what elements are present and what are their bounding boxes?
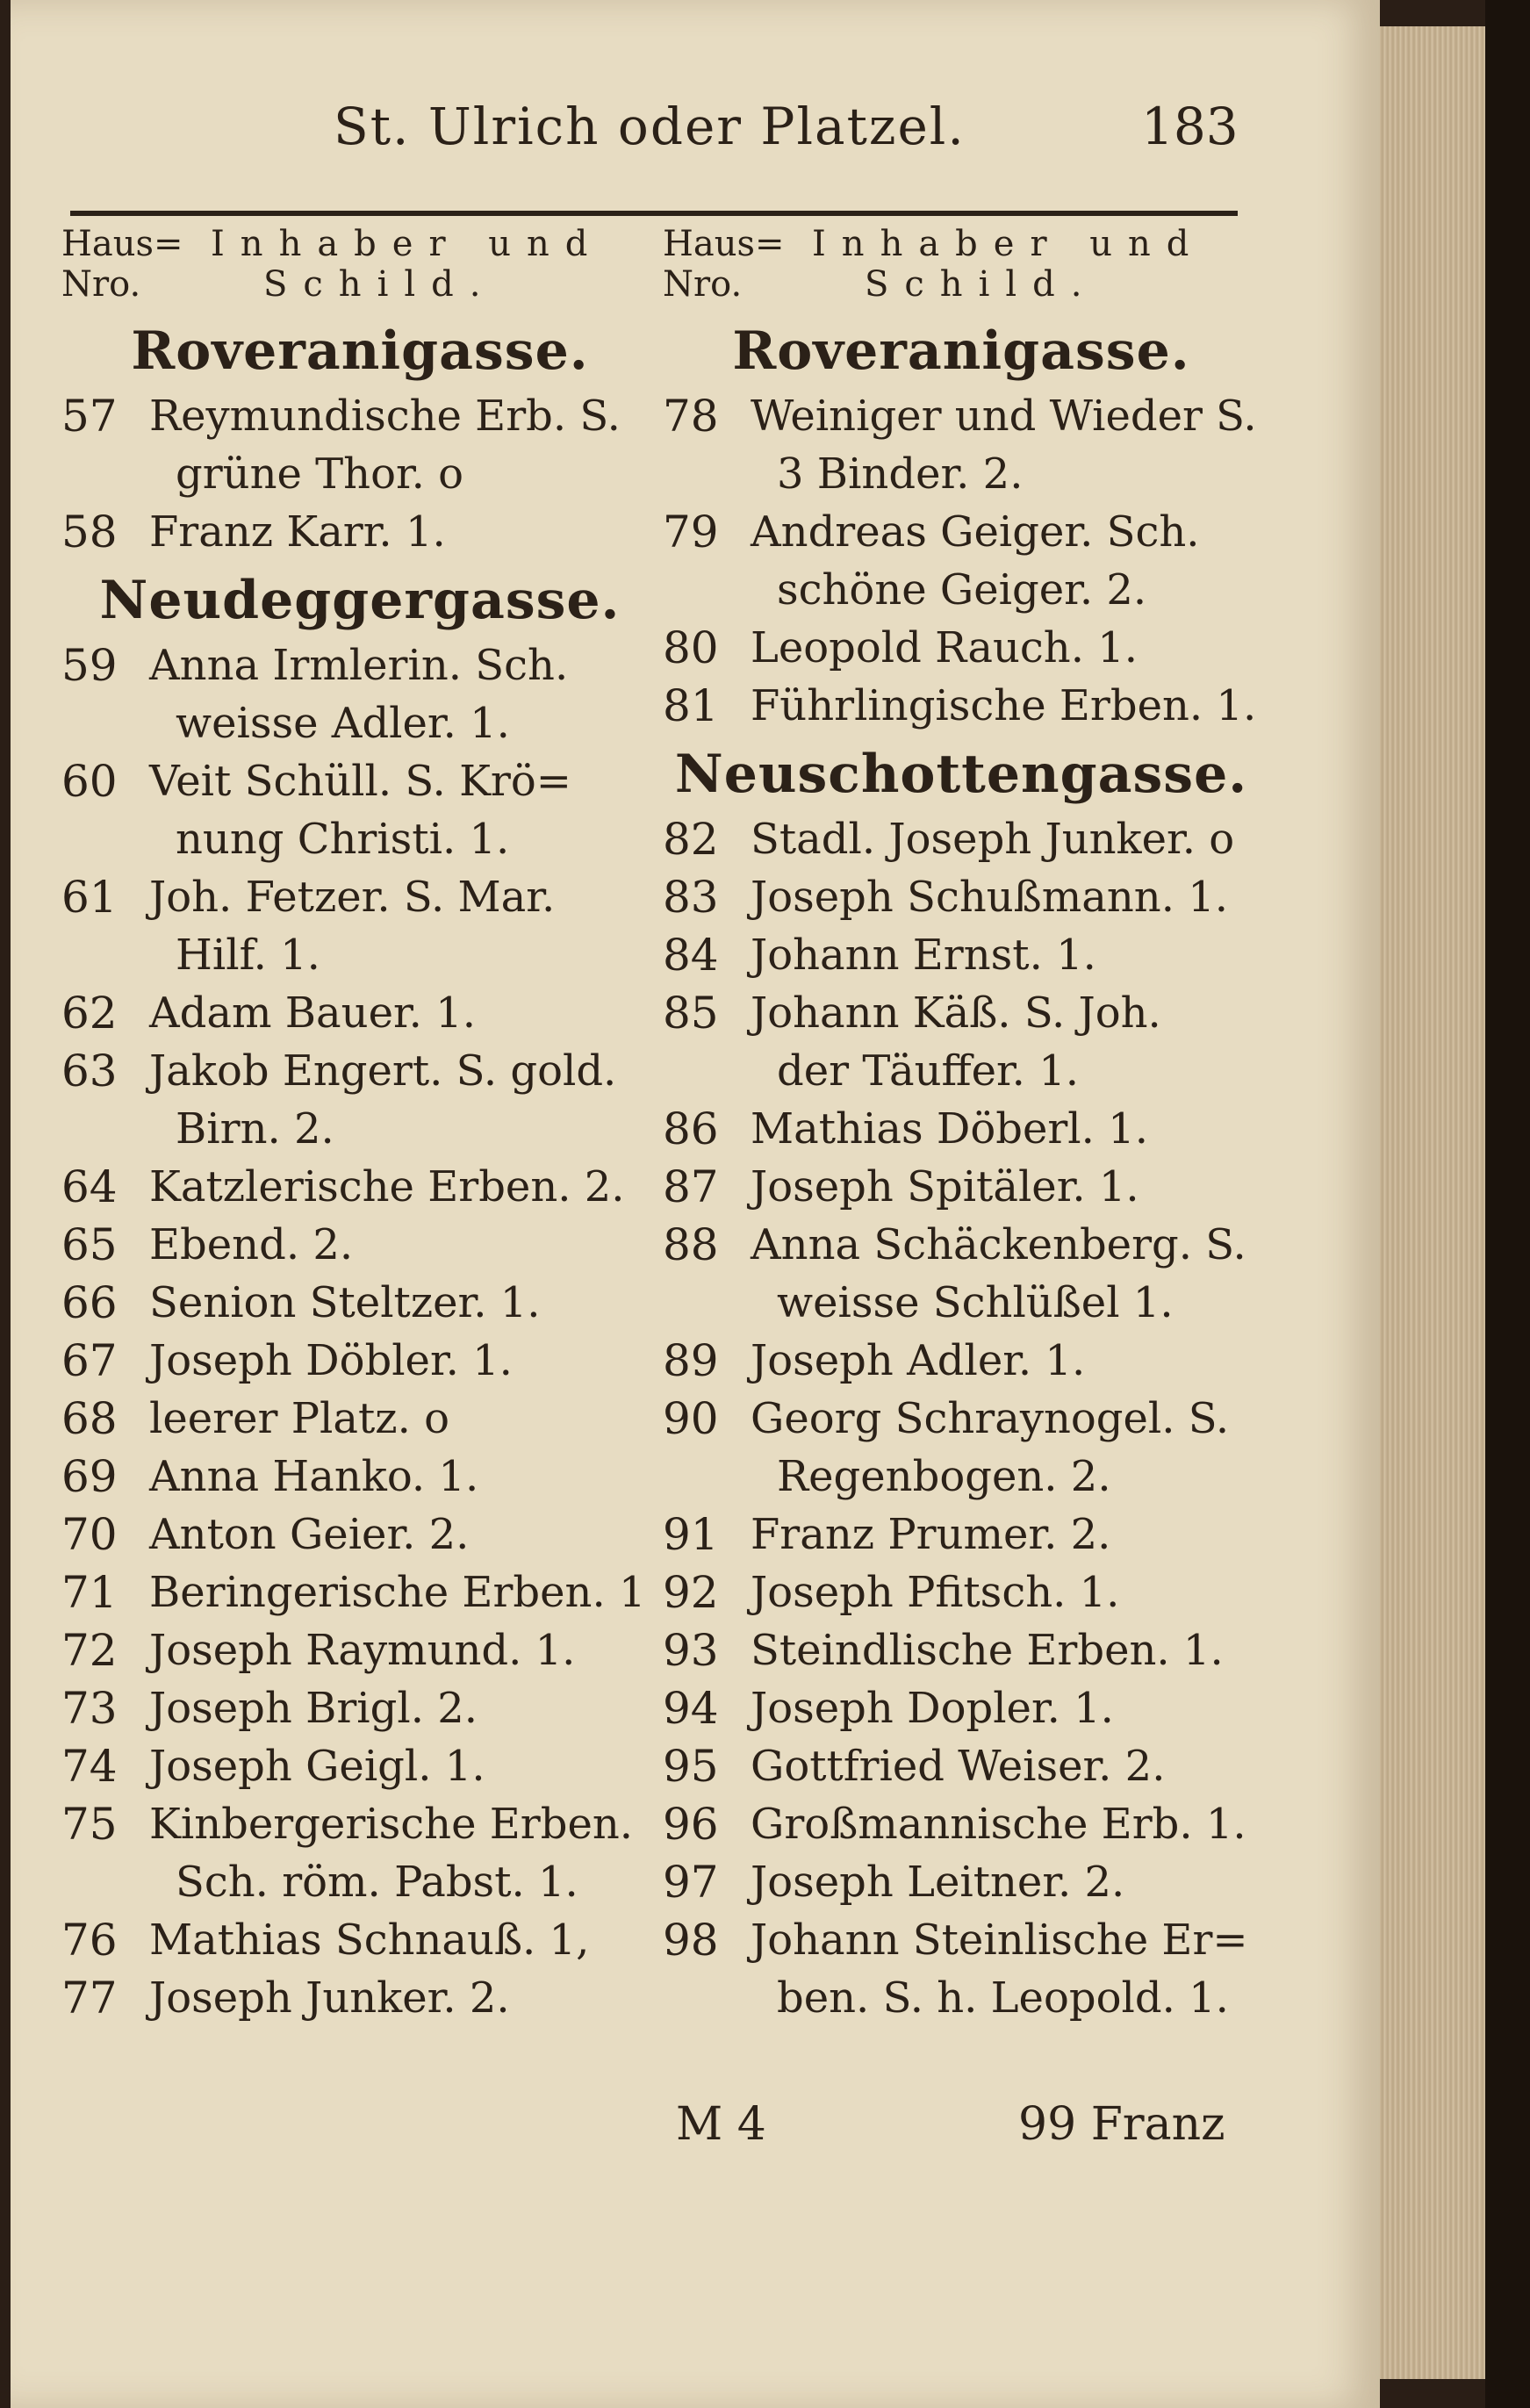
schild-label: Schild. <box>865 264 1098 305</box>
owner-text <box>149 1506 658 1563</box>
owner-line: Joseph Pfitsch. 1. <box>751 1568 1120 1617</box>
owner-text <box>149 1911 658 1969</box>
owner-line: Beringerische Erben. 1 <box>149 1568 646 1617</box>
column-header <box>663 224 1260 312</box>
house-number: 82 <box>663 814 719 865</box>
signature-mark: M 4 <box>676 2098 766 2151</box>
house-entry <box>663 1621 1260 1679</box>
owner-text <box>149 503 658 561</box>
house-number: 86 <box>663 1103 719 1154</box>
house-number: 93 <box>663 1625 719 1676</box>
house-number: 73 <box>61 1683 118 1734</box>
left-column <box>61 224 658 2027</box>
owner-sign-line: nung Christi. 1. <box>176 815 510 864</box>
house-number: 63 <box>61 1046 118 1096</box>
owner-text <box>751 1506 1260 1563</box>
house-number: 57 <box>61 391 118 442</box>
owner-line: Weiniger und Wieder S. <box>751 392 1257 441</box>
owner-sign-line: Sch. röm. Pabst. 1. <box>176 1858 578 1907</box>
house-entry <box>61 387 658 503</box>
owner-line: Johann Käß. S. Joh. <box>751 988 1161 1038</box>
owner-text <box>751 1621 1260 1679</box>
owner-line: Franz Prumer. 2. <box>751 1510 1111 1559</box>
owner-text <box>751 1332 1260 1390</box>
house-number: 81 <box>663 680 719 731</box>
column-header <box>61 224 658 312</box>
house-number: 83 <box>663 872 719 923</box>
house-entry <box>61 1158 658 1216</box>
owner-text <box>149 1158 658 1216</box>
house-entry <box>61 1969 658 2027</box>
house-number: 71 <box>61 1567 118 1618</box>
owner-text <box>149 1042 658 1158</box>
owner-text <box>149 1563 658 1621</box>
header-rule <box>70 211 1238 216</box>
book-spine <box>1485 0 1530 2408</box>
owner-line: Joseph Schußmann. 1. <box>751 873 1229 922</box>
house-number: 62 <box>61 988 118 1039</box>
house-number: 77 <box>61 1973 118 2023</box>
owner-line: Andreas Geiger. Sch. <box>751 507 1200 557</box>
owner-line: Mathias Schnauß. 1, <box>149 1916 590 1965</box>
owner-text <box>751 1737 1260 1795</box>
owner-text <box>149 984 658 1042</box>
house-entry <box>663 1332 1260 1390</box>
house-entry <box>663 1390 1260 1506</box>
house-entry <box>663 1100 1260 1158</box>
owner-line: Joseph Raymund. 1. <box>149 1626 576 1675</box>
owner-text <box>149 1679 658 1737</box>
house-entry <box>61 1042 658 1158</box>
owner-text <box>751 984 1260 1100</box>
page-number: 183 <box>1141 97 1239 156</box>
house-number: 80 <box>663 622 719 673</box>
house-number: 74 <box>61 1741 118 1792</box>
house-number: 97 <box>663 1857 719 1908</box>
owner-line: Franz Karr. 1. <box>149 507 446 557</box>
owner-line: Gottfried Weiser. 2. <box>751 1742 1166 1791</box>
owner-line: Johann Steinlische Er= <box>751 1916 1248 1965</box>
owner-text <box>751 677 1260 735</box>
house-number: 95 <box>663 1741 719 1792</box>
house-entry <box>61 1737 658 1795</box>
owner-line: Führlingische Erben. 1. <box>751 681 1257 730</box>
house-number: 90 <box>663 1393 719 1444</box>
house-entry <box>663 387 1260 503</box>
house-number: 68 <box>61 1393 118 1444</box>
owner-sign-line: der Täuffer. 1. <box>777 1046 1079 1096</box>
owner-text <box>149 1969 658 2027</box>
owner-text <box>751 387 1260 503</box>
owner-text <box>751 926 1260 984</box>
haus-label: Haus= <box>663 224 785 264</box>
owner-line: Joseph Leitner. 2. <box>751 1858 1125 1907</box>
owner-text <box>149 1390 658 1448</box>
owner-sign-line: Birn. 2. <box>176 1104 334 1154</box>
house-entry <box>663 1679 1260 1737</box>
owner-text <box>751 1158 1260 1216</box>
owner-sign-line: 3 Binder. 2. <box>777 449 1024 499</box>
house-number: 87 <box>663 1161 719 1212</box>
house-number: 72 <box>61 1625 118 1676</box>
house-number: 67 <box>61 1335 118 1386</box>
owner-text <box>751 1853 1260 1911</box>
owner-text <box>149 752 658 868</box>
owner-text <box>149 1448 658 1506</box>
house-entry <box>61 752 658 868</box>
owner-line: Mathias Döberl. 1. <box>751 1104 1148 1154</box>
house-entry <box>663 1216 1260 1332</box>
owner-line: Katzlerische Erben. 2. <box>149 1162 625 1211</box>
owner-sign-line: weisse Adler. 1. <box>176 699 510 748</box>
owner-line: Ebend. 2. <box>149 1220 354 1269</box>
house-entry <box>61 1621 658 1679</box>
owner-line: Adam Bauer. 1. <box>149 988 476 1038</box>
owner-text <box>149 636 658 752</box>
owner-line: Reymundische Erb. S. <box>149 392 621 441</box>
house-number: 98 <box>663 1915 719 1966</box>
house-entry <box>663 619 1260 677</box>
owner-line: Veit Schüll. S. Krö= <box>149 757 571 806</box>
nro-label: Nro. <box>663 264 743 305</box>
house-entry <box>61 1332 658 1390</box>
owner-text <box>751 868 1260 926</box>
house-entry <box>663 926 1260 984</box>
owner-line: Jakob Engert. S. gold. <box>149 1046 617 1096</box>
owner-line: Kinbergerische Erben. <box>149 1800 634 1849</box>
house-number: 69 <box>61 1451 118 1502</box>
running-title: St. Ulrich oder Platzel. <box>334 97 966 156</box>
owner-sign-line: ben. S. h. Leopold. 1. <box>777 1973 1229 2023</box>
owner-sign-line: grüne Thor. o <box>176 449 464 499</box>
house-number: 88 <box>663 1219 719 1270</box>
house-number: 78 <box>663 391 719 442</box>
house-entry <box>61 1911 658 1969</box>
house-number: 89 <box>663 1335 719 1386</box>
house-entry <box>663 1737 1260 1795</box>
house-number: 85 <box>663 988 719 1039</box>
owner-line: Joseph Brigl. 2. <box>149 1684 478 1733</box>
owner-sign-line: weisse Schlüßel 1. <box>777 1278 1174 1327</box>
owner-text <box>751 1100 1260 1158</box>
owner-text <box>751 1795 1260 1853</box>
owner-text <box>149 1332 658 1390</box>
owner-line: Joseph Döbler. 1. <box>149 1336 513 1385</box>
owner-line: Anton Geier. 2. <box>149 1510 470 1559</box>
haus-label: Haus= <box>61 224 183 264</box>
owner-text <box>149 1737 658 1795</box>
owner-line: Anna Hanko. 1. <box>149 1452 479 1501</box>
owner-text <box>149 868 658 984</box>
owner-sign-line: schöne Geiger. 2. <box>777 565 1147 615</box>
house-number: 59 <box>61 640 118 691</box>
catchword: 99 Franz <box>1018 2098 1225 2151</box>
house-number: 58 <box>61 507 118 557</box>
house-entry <box>61 636 658 752</box>
house-number: 65 <box>61 1219 118 1270</box>
street-heading: Neudeggergasse. <box>99 570 621 631</box>
owner-line: Senion Steltzer. 1. <box>149 1278 541 1327</box>
owner-line: Joseph Spitäler. 1. <box>751 1162 1139 1211</box>
house-entry <box>663 984 1260 1100</box>
owner-line: Joseph Junker. 2. <box>149 1973 510 2023</box>
house-number: 70 <box>61 1509 118 1560</box>
house-entry <box>61 1563 658 1621</box>
owner-sign-line: Hilf. 1. <box>176 931 320 980</box>
house-entry <box>61 503 658 561</box>
street-heading: Neuschottengasse. <box>674 744 1248 805</box>
house-entry <box>61 1448 658 1506</box>
house-number: 94 <box>663 1683 719 1734</box>
house-number: 60 <box>61 756 118 807</box>
owner-line: Joh. Fetzer. S. Mar. <box>149 873 556 922</box>
house-number: 91 <box>663 1509 719 1560</box>
owner-line: Stadl. Joseph Junker. o <box>751 815 1235 864</box>
street-heading: Roveranigasse. <box>131 320 589 382</box>
owner-line: leerer Platz. o <box>149 1394 449 1443</box>
house-number: 66 <box>61 1277 118 1328</box>
owner-line: Joseph Adler. 1. <box>751 1336 1086 1385</box>
house-number: 61 <box>61 872 118 923</box>
owner-line: Georg Schraynogel. S. <box>751 1394 1230 1443</box>
owner-text <box>149 387 658 503</box>
house-entry <box>663 1795 1260 1853</box>
house-entry <box>61 1506 658 1563</box>
owner-line: Anna Irmlerin. Sch. <box>149 641 569 690</box>
owner-text <box>751 503 1260 619</box>
owner-text <box>751 1216 1260 1332</box>
right-column <box>663 224 1260 2027</box>
house-entry <box>663 1853 1260 1911</box>
inhaber-label: Inhaber und <box>211 224 604 264</box>
owner-sign-line: Regenbogen. 2. <box>777 1452 1111 1501</box>
owner-text <box>751 1679 1260 1737</box>
house-number: 64 <box>61 1161 118 1212</box>
house-entry <box>61 868 658 984</box>
house-number: 75 <box>61 1799 118 1850</box>
house-entry <box>663 677 1260 735</box>
owner-text <box>751 810 1260 868</box>
inhaber-label: Inhaber und <box>812 224 1205 264</box>
owner-line: Leopold Rauch. 1. <box>751 623 1139 672</box>
house-entry <box>61 984 658 1042</box>
house-number: 84 <box>663 930 719 981</box>
owner-text <box>149 1274 658 1332</box>
house-number: 79 <box>663 507 719 557</box>
house-entry <box>663 1911 1260 2027</box>
house-entry <box>61 1216 658 1274</box>
house-number: 92 <box>663 1567 719 1618</box>
house-entry <box>61 1679 658 1737</box>
owner-text <box>751 619 1260 677</box>
owner-text <box>149 1621 658 1679</box>
page-edges <box>1380 26 1485 2379</box>
owner-text <box>149 1216 658 1274</box>
owner-text <box>751 1911 1260 2027</box>
house-entry <box>61 1274 658 1332</box>
house-entry <box>61 1795 658 1911</box>
owner-line: Johann Ernst. 1. <box>751 931 1096 980</box>
owner-line: Joseph Dopler. 1. <box>751 1684 1114 1733</box>
owner-line: Anna Schäckenberg. S. <box>751 1220 1246 1269</box>
house-entry <box>663 868 1260 926</box>
owner-text <box>149 1795 658 1911</box>
house-entry <box>663 1563 1260 1621</box>
house-number: 96 <box>663 1799 719 1850</box>
nro-label: Nro. <box>61 264 141 305</box>
owner-text <box>751 1563 1260 1621</box>
schild-label: Schild. <box>263 264 497 305</box>
house-entry <box>663 503 1260 619</box>
house-number: 76 <box>61 1915 118 1966</box>
house-entry <box>663 1158 1260 1216</box>
house-entry <box>663 810 1260 868</box>
house-entry <box>663 1506 1260 1563</box>
street-heading: Roveranigasse. <box>732 320 1190 382</box>
owner-line: Großmannische Erb. 1. <box>751 1800 1246 1849</box>
owner-line: Steindlische Erben. 1. <box>751 1626 1224 1675</box>
owner-line: Joseph Geigl. 1. <box>149 1742 485 1791</box>
house-entry <box>61 1390 658 1448</box>
owner-text <box>751 1390 1260 1506</box>
